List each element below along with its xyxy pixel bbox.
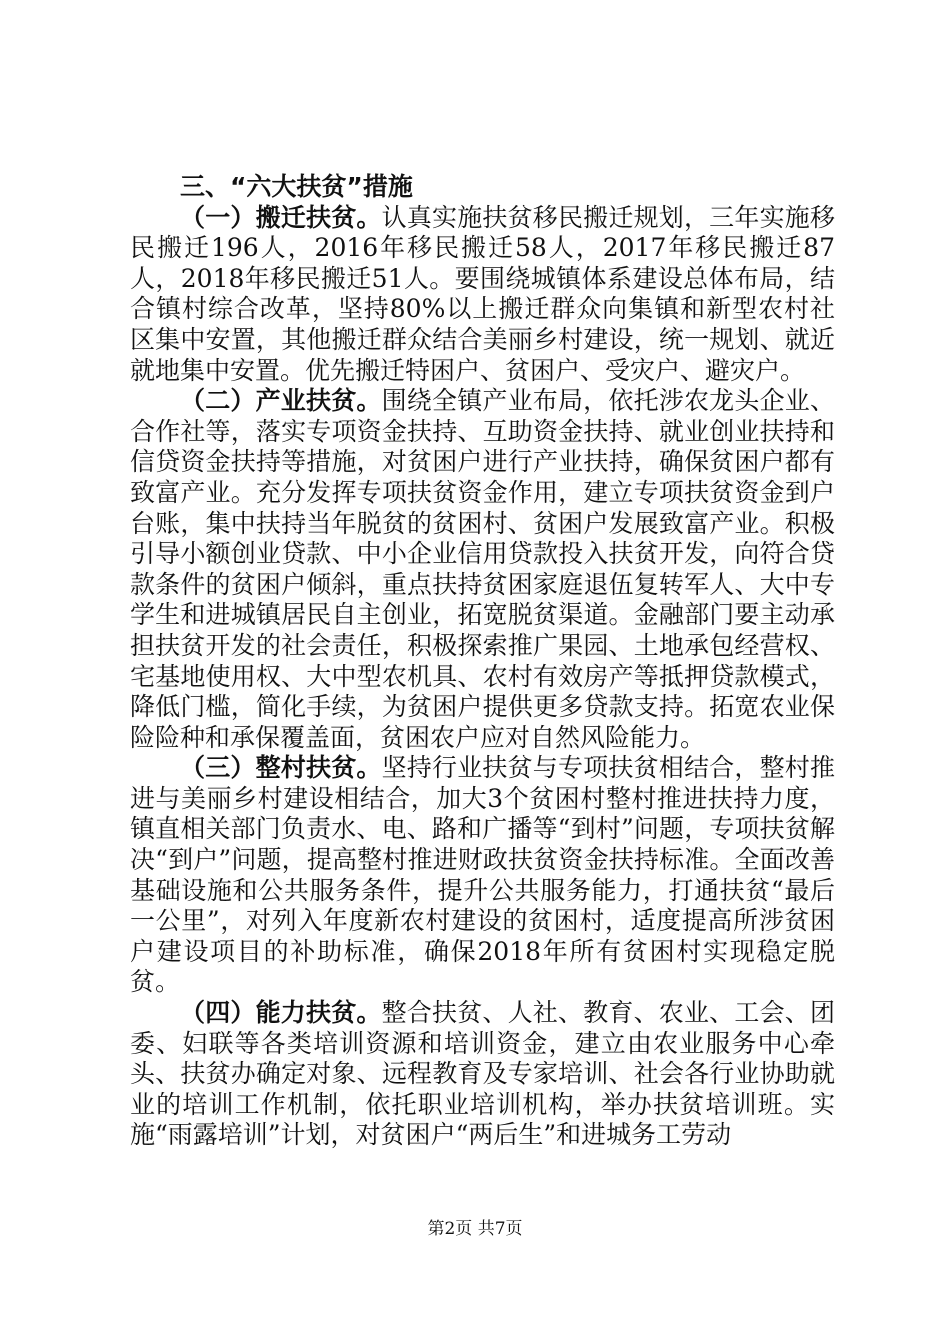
page-number-footer: 第2页 共7页 (427, 1219, 523, 1239)
paragraph-text: 整合扶贫、人社、教育、农业、工会、团委、妇联等各类培训资源和培训资金，建立由农业服务中心牵头、扶贫办确定对象、远程教育及专家培训、社会各行业协助就业的培训工作机制，依托职业培训机构，举办扶贫培训班。实施“雨露培训”计划，对贫困户“两后生”和进城务工劳动 (130, 998, 835, 1150)
section-heading: 三、“六大扶贫”措施 (180, 172, 413, 201)
paragraph-lead: （一）搬迁扶贫。 (180, 202, 382, 232)
paragraph-lead: （四）能力扶贫。 (180, 998, 382, 1028)
paragraph-lead: （二）产业扶贫。 (180, 386, 382, 416)
paragraph-lead: （三）整村扶贫。 (180, 753, 382, 783)
paragraph-text: 围绕全镇产业布局，依托涉农龙头企业、合作社等，落实专项资金扶持、互助资金扶持、就业创业扶持和信贷资金扶持等措施，对贫困户进行产业扶持，确保贫困户都有致富产业。充分发挥专项扶贫资金作用，建立专项扶贫资金到户台账，集中扶持当年脱贫的贫困村、贫困户发展致富产业。积极引导小额创业贷款、中小企业信用贷款投入扶贫开发，向符合贷款条件的贫困户倾斜，重点扶持贫困家庭退伍复转军人、大中专学生和进城镇居民自主创业，拓宽脱贫渠道。金融部门要主动承担扶贫开发的社会责任，积极探索推广果园、土地承包经营权、宅基地使用权、大中型农机具、农村有效房产等抵押贷款模式，降低门槛，简化手续，为贫困户提供更多贷款支持。拓宽农业保险险种和承保覆盖面，贫困农户应对自然风险能力。 (130, 386, 835, 752)
paragraph-village (130, 753, 835, 998)
paragraph-text: 认真实施扶贫移民搬迁规划，三年实施移民搬迁196人，2016年移民搬迁58人，2017年移民搬迁87人，2018年移民搬迁51人。要围绕城镇体系建设总体布局，结合镇村综合改革，坚持80%以上搬迁群众向集镇和新型农村社区集中安置，其他搬迁群众结合美丽乡村建设，统一规划、就近就地集中安置。优先搬迁特困户、贫困户、受灾户、避灾户。 (130, 202, 835, 385)
paragraph-industry (130, 386, 835, 753)
paragraph-capacity (130, 998, 835, 1151)
paragraph-text: 坚持行业扶贫与专项扶贫相结合，整村推进与美丽乡村建设相结合，加大3个贫困村整村推进扶持力度，镇直相关部门负责水、电、路和广播等“到村”问题，专项扶贫解决“到户”问题，提高整村推进财政扶贫资金扶持标准。全面改善基础设施和公共服务条件，提升公共服务能力，打通扶贫“最后一公里”，对列入年度新农村建设的贫困村，适度提高所涉贫困户建设项目的补助标准，确保2018年所有贫困村实现稳定脱贫。 (130, 753, 835, 997)
document-body (130, 172, 835, 1151)
paragraph-relocation (130, 203, 835, 387)
